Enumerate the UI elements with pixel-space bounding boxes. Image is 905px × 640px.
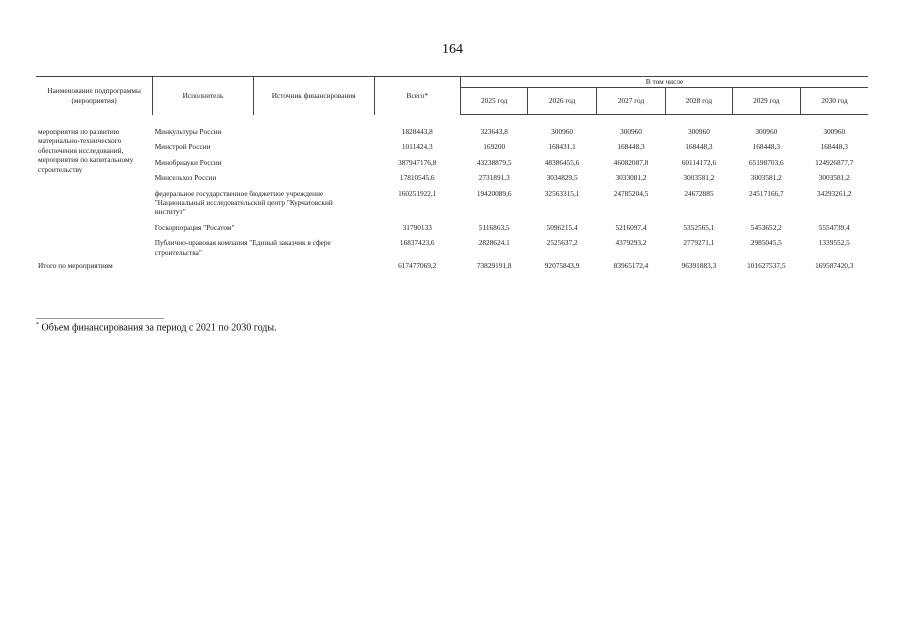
- header-year: 2026 год: [528, 88, 596, 115]
- executor-cell: Госкорпорация "Росатом": [154, 222, 235, 232]
- executor-cell: Публично-правовая компания "Единый заказчик в сфере строительства": [154, 238, 331, 257]
- executor-cell: Минстрой России: [154, 142, 211, 152]
- year-cell: 5116863,5: [478, 222, 510, 232]
- executor-cell: федеральное государственное бюджетное учреждение "Национальный исследовательский центр "Курчатовский институт": [154, 188, 333, 217]
- year-cell: 300960: [551, 127, 574, 136]
- header-year: 2030 год: [801, 88, 868, 115]
- total-cell: 387947176,8: [398, 157, 437, 167]
- header-name: Наименование подпрограммы (мероприятия): [36, 77, 153, 115]
- footnote: [36, 322, 277, 333]
- footnote-marker: *: [36, 322, 39, 328]
- table-row: [36, 137, 868, 152]
- year-cell: 168448,3: [752, 142, 780, 152]
- year-cell: 24672885: [684, 188, 714, 198]
- year-cell: 2985045,5: [750, 238, 782, 248]
- total-cell: 31790133: [402, 222, 432, 232]
- year-cell: 169200: [483, 142, 506, 152]
- section-label: мероприятия по развитию материально-технического обеспечения исследований, мероприятия по капитальному строительству: [38, 127, 134, 174]
- total-cell: 1011424,3: [401, 142, 433, 152]
- year-cell: 83965172,4: [613, 261, 649, 271]
- header-year: 2029 год: [732, 88, 800, 115]
- year-cell: 2828624,1: [478, 238, 510, 248]
- year-cell: 101627537,5: [747, 261, 786, 271]
- header-executor: Исполнитель: [153, 77, 254, 115]
- footnote-divider: [36, 318, 164, 319]
- executor-cell: Минкультуры России: [154, 127, 222, 136]
- table-row: [36, 218, 868, 233]
- header-year: 2028 год: [666, 88, 732, 115]
- total-label: Итого по мероприятиям: [38, 261, 113, 271]
- table-row: [36, 168, 868, 183]
- year-cell: 4379293,2: [615, 238, 647, 248]
- year-cell: 5554739,4: [818, 222, 850, 232]
- year-cell: 168448,3: [685, 142, 713, 152]
- header-source: Источник финансирования: [253, 77, 374, 115]
- total-cell: 160251922,1: [398, 188, 437, 198]
- year-cell: 32563315,1: [544, 188, 580, 198]
- year-cell: 3003581,2: [750, 173, 782, 183]
- year-cell: 168431,1: [548, 142, 576, 152]
- table-row: [36, 184, 868, 218]
- year-cell: 323643,8: [480, 127, 508, 136]
- year-cell: 34293261,2: [816, 188, 852, 198]
- total-row: [36, 258, 868, 271]
- financing-table: [36, 76, 868, 271]
- year-cell: 300960: [620, 127, 642, 136]
- year-cell: 168448,3: [617, 142, 645, 152]
- executor-cell: Минобрнауки России: [154, 157, 222, 167]
- year-cell: 5352565,1: [683, 222, 715, 232]
- year-cell: 2525637,2: [546, 238, 578, 248]
- table-row: [36, 153, 868, 168]
- year-cell: 46082087,8: [613, 157, 649, 167]
- header-total: Всего*: [374, 77, 461, 115]
- executor-cell: Минсельхоз России: [154, 173, 217, 183]
- year-cell: 3034829,5: [546, 173, 578, 183]
- table-row: [36, 233, 868, 258]
- header-year: 2025 год: [461, 88, 528, 115]
- year-cell: 300960: [687, 127, 710, 136]
- year-cell: 5216097,4: [615, 222, 647, 232]
- year-cell: 3003581,2: [683, 173, 715, 183]
- year-cell: 96391883,3: [681, 261, 717, 271]
- footnote-text: Объем финансирования за период с 2021 по 2030 годы.: [39, 322, 277, 334]
- total-cell: 1828443,8: [401, 127, 433, 136]
- year-cell: 5096215,4: [546, 222, 578, 232]
- year-cell: 300960: [755, 127, 778, 136]
- total-cell: 617477069,2: [398, 261, 437, 271]
- year-cell: 2779271,1: [683, 238, 715, 248]
- header-including: В том числе: [461, 77, 868, 88]
- year-cell: 73829191,8: [476, 261, 512, 271]
- year-cell: 43238879,5: [476, 157, 512, 167]
- year-cell: 65198703,6: [748, 157, 784, 167]
- total-cell: 16837423,6: [399, 238, 435, 248]
- year-cell: 169587420,3: [815, 261, 854, 271]
- page-number: 164: [442, 42, 463, 57]
- year-cell: 24517166,7: [748, 188, 784, 198]
- total-cell: 17810545,6: [399, 173, 435, 183]
- header-year: 2027 год: [596, 88, 665, 115]
- year-cell: 300960: [823, 127, 846, 136]
- year-cell: 5453652,2: [750, 222, 782, 232]
- year-cell: 24785204,5: [613, 188, 649, 198]
- year-cell: 1339552,5: [818, 238, 850, 248]
- table-row: [36, 126, 868, 137]
- year-cell: 168448,3: [820, 142, 848, 152]
- year-cell: 3003581,2: [818, 173, 850, 183]
- year-cell: 60114172,6: [681, 157, 717, 167]
- year-cell: 3033081,2: [615, 173, 647, 183]
- year-cell: 2731891,3: [478, 173, 510, 183]
- year-cell: 48386455,6: [544, 157, 580, 167]
- year-cell: 92075843,9: [544, 261, 580, 271]
- year-cell: 124926877,7: [815, 157, 854, 167]
- year-cell: 19420089,6: [476, 188, 512, 198]
